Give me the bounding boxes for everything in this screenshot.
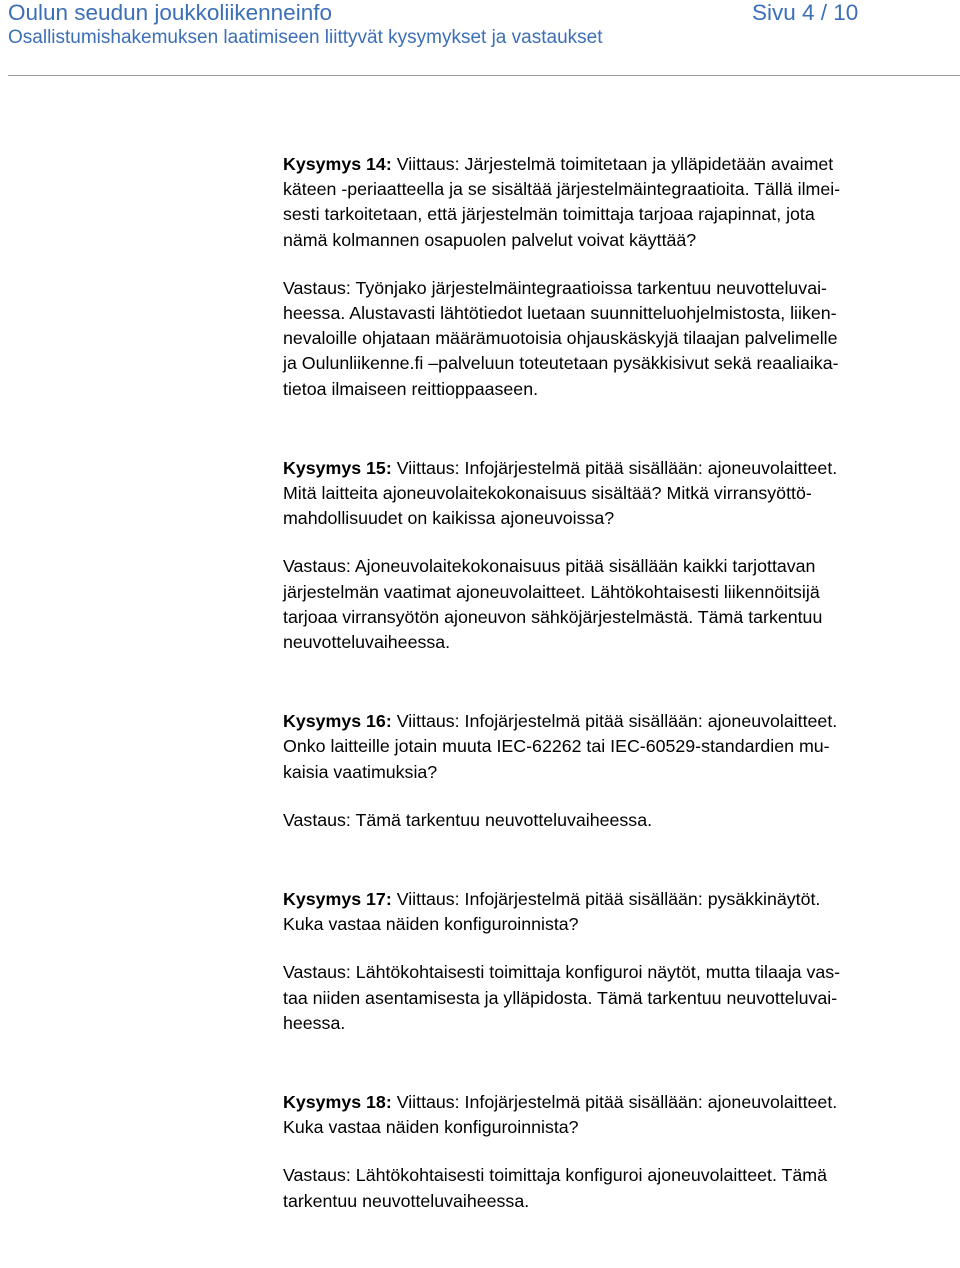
answer-line: ja Oulunliikenne.fi –palveluun toteutetaan pysäkkisivut sekä reaaliaika-	[283, 353, 839, 374]
answer-line: Vastaus: Lähtökohtaisesti toimittaja konfiguroi ajoneuvolaitteet. Tämä	[283, 1165, 827, 1186]
question-line: kaisia vaatimuksia?	[283, 761, 438, 782]
question-line: Kysymys 18: Viittaus: Infojärjestelmä pitää sisällään: ajoneuvolaitteet.	[283, 1092, 838, 1113]
answer-paragraph	[283, 960, 960, 1036]
question-line: Onko laitteille jotain muuta IEC-62262 tai IEC-60529-standardien mu-	[283, 736, 830, 757]
answer-line: järjestelmän vaatimat ajoneuvolaitteet. Lähtökohtaisesti liikennöitsijä	[283, 581, 820, 602]
qa-list	[283, 152, 960, 1268]
question-line: mahdollisuudet on kaikissa ajoneuvoissa?	[283, 508, 615, 529]
document-title: Oulun seudun joukkoliikenneinfo	[8, 0, 332, 25]
question-line: Mitä laitteita ajoneuvolaitekokonaisuus sisältää? Mitkä virransyöttö-	[283, 483, 812, 504]
page-number: Sivu 4 / 10	[752, 0, 859, 25]
answer-line: taa niiden asentamisesta ja ylläpidosta. Tämä tarkentuu neuvotteluvai-	[283, 987, 838, 1008]
answer-line: heessa.	[283, 1012, 346, 1033]
question-line: Kysymys 17: Viittaus: Infojärjestelmä pitää sisällään: pysäkkinäytöt.	[283, 889, 821, 910]
question-paragraph	[283, 456, 960, 532]
answer-line: Vastaus: Lähtökohtaisesti toimittaja konfiguroi näytöt, mutta tilaaja vas-	[283, 962, 841, 983]
question-line: Kuka vastaa näiden konfiguroinnista?	[283, 914, 579, 935]
question-line: Kysymys 14: Viittaus: Järjestelmä toimitetaan ja ylläpidetään avaimet	[283, 154, 834, 174]
question-label: Kysymys 14:	[283, 154, 392, 174]
answer-line: Vastaus: Ajoneuvolaitekokonaisuus pitää sisällään kaikki tarjottavan	[283, 556, 816, 577]
answer-line: nevaloille ohjataan määrämuotoisia ohjauskäskyjä tilaajan palvelimelle	[283, 328, 838, 349]
answer-paragraph	[283, 1163, 960, 1213]
answer-paragraph	[283, 276, 960, 402]
question-line: Kysymys 16: Viittaus: Infojärjestelmä pitää sisällään: ajoneuvolaitteet.	[283, 711, 838, 732]
answer-line: Vastaus: Työnjako järjestelmäintegraatioissa tarkentuu neuvotteluvai-	[283, 277, 827, 298]
qa-item-17	[283, 887, 960, 1036]
question-label: Kysymys 18:	[283, 1092, 392, 1113]
header-divider	[8, 75, 960, 76]
answer-line: tarkentuu neuvotteluvaiheessa.	[283, 1190, 530, 1211]
qa-item-18	[283, 1090, 960, 1214]
answer-line: Vastaus: Tämä tarkentuu neuvotteluvaiheessa.	[283, 809, 653, 830]
answer-paragraph	[283, 554, 960, 655]
question-line: Kuka vastaa näiden konfiguroinnista?	[283, 1117, 579, 1138]
question-line: nämä kolmannen osapuolen palvelut voivat käyttää?	[283, 229, 697, 250]
question-line: sesti tarkoitetaan, että järjestelmän toimittaja tarjoaa rajapinnat, jota	[283, 204, 815, 225]
question-line: käteen -periaatteella ja se sisältää järjestelmäintegraatioita. Tällä ilmei-	[283, 179, 841, 200]
document-subtitle: Osallistumishakemuksen laatimiseen liittyvät kysymykset ja vastaukset	[8, 27, 603, 48]
answer-line: neuvotteluvaiheessa.	[283, 632, 451, 653]
question-label: Kysymys 16:	[283, 711, 392, 732]
answer-paragraph	[283, 808, 960, 833]
question-paragraph	[283, 1090, 960, 1140]
question-label: Kysymys 15:	[283, 457, 392, 478]
question-paragraph	[283, 152, 960, 253]
question-paragraph	[283, 887, 960, 937]
answer-line: tarjoaa virransyötön ajoneuvon sähköjärjestelmästä. Tämä tarkentuu	[283, 606, 823, 627]
qa-item-16	[283, 709, 960, 833]
question-label: Kysymys 17:	[283, 889, 392, 910]
qa-item-15	[283, 456, 960, 655]
question-paragraph	[283, 709, 960, 785]
qa-item-14	[283, 152, 960, 402]
question-line: Kysymys 15: Viittaus: Infojärjestelmä pitää sisällään: ajoneuvolaitteet.	[283, 457, 838, 478]
answer-line: heessa. Alustavasti lähtötiedot luetaan suunnitteluohjelmistosta, liiken-	[283, 303, 837, 324]
answer-line: tietoa ilmaiseen reittioppaaseen.	[283, 378, 539, 399]
